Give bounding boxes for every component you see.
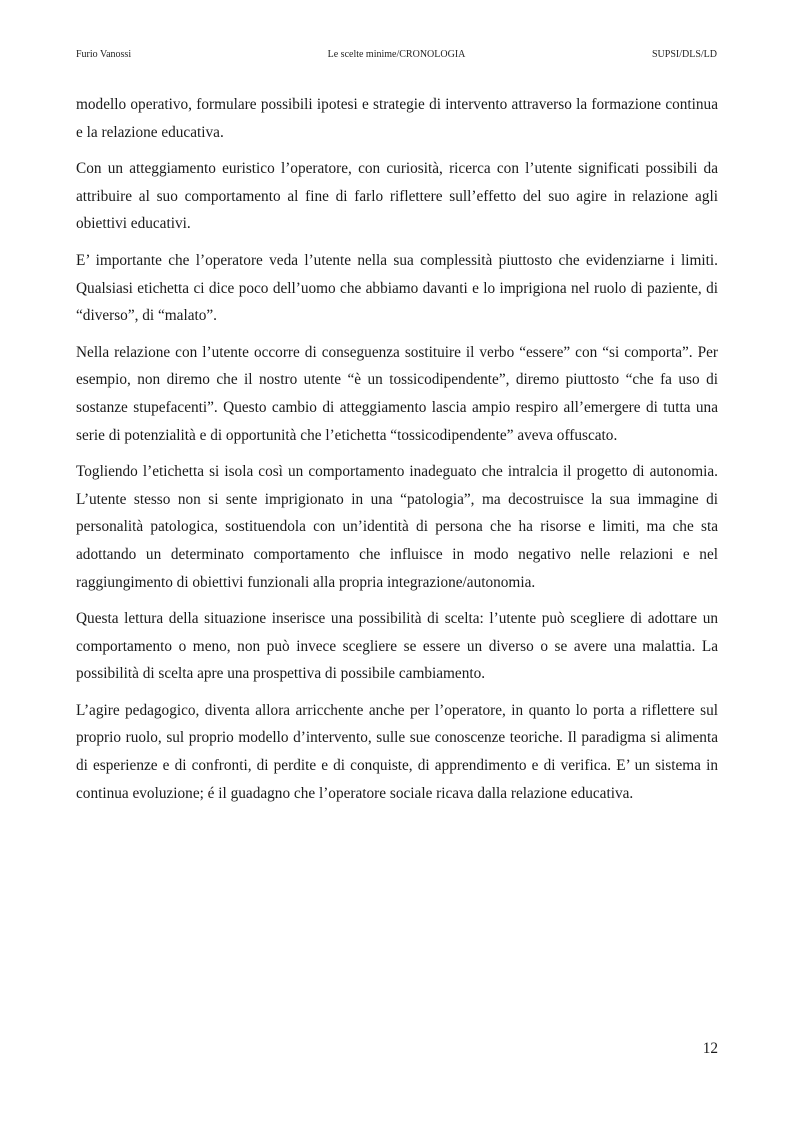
body-text [76, 91, 718, 816]
paragraph: modello operativo, formulare possibili ipotesi e strategie di intervento attraverso la formazione continua e la relazione educativa. [76, 96, 718, 141]
paragraph: E’ importante che l’operatore veda l’utente nella sua complessità piuttosto che evidenziarne i limiti. Qualsiasi etichetta ci dice poco dell’uomo che abbiamo davanti e lo imprigiona nel ruolo di paziente, di “diverso”, di “malato”. [76, 251, 718, 325]
running-header [76, 48, 717, 62]
header-author: Furio Vanossi [76, 49, 132, 60]
page-number: 12 [702, 1040, 718, 1057]
paragraph: L’agire pedagogico, diventa allora arricchente anche per l’operatore, in quanto lo porta a riflettere sul proprio ruolo, sul proprio modello d’intervento, sulle sue conoscenze teoriche. Il paradigma si alimenta di esperienze e di confronti, di perdite e di conquiste, di apprendimento e di verifica. E’ un sistema in continua evoluzione; é il guadagno che l’operatore sociale ricava dalla relazione educativa. [76, 701, 718, 802]
paragraph: Con un atteggiamento euristico l’operatore, con curiosità, ricerca con l’utente significati possibili da attribuire al suo comportamento al fine di farlo riflettere sull’effetto del suo agire in relazione agli obiettivi educativi. [76, 160, 718, 233]
paragraph: Togliendo l’etichetta si isola così un comportamento inadeguato che intralcia il progetto di autonomia. L’utente stesso non si sente imprigionato in una “patologia”, ma decostruisce la sua immagine di personalità patologica, sostituendola con un’identità di persona che ha risorse e limiti, ma che sta adottando un determinato comportamento che influisce in modo negativo nelle relazioni e nel raggiungimento di obiettivi funzionali alla propria integrazione/autonomia. [76, 463, 718, 591]
paragraph: Nella relazione con l’utente occorre di conseguenza sostituire il verbo “essere” con “si comporta”. Per esempio, non diremo che il nostro utente “è un tossicodipendente”, diremo piuttosto “che fa uso di sostanze stupefacenti”. Questo cambio di atteggiamento lascia ampio respiro all’emergere di tutta una serie di potenzialità e di opportunità che l’etichetta “tossicodipendente” aveva offuscato. [76, 343, 718, 444]
header-institution: SUPSI/DLS/LD [651, 49, 717, 60]
header-title: Le scelte minime/CRONOLOGIA [327, 49, 466, 60]
paragraph: Questa lettura della situazione inserisce una possibilità di scelta: l’utente può scegliere di adottare un comportamento o meno, non può invece scegliere se essere un diverso o se avere una malattia. La possibilità di scelta apre una prospettiva di possibile cambiamento. [76, 610, 718, 683]
